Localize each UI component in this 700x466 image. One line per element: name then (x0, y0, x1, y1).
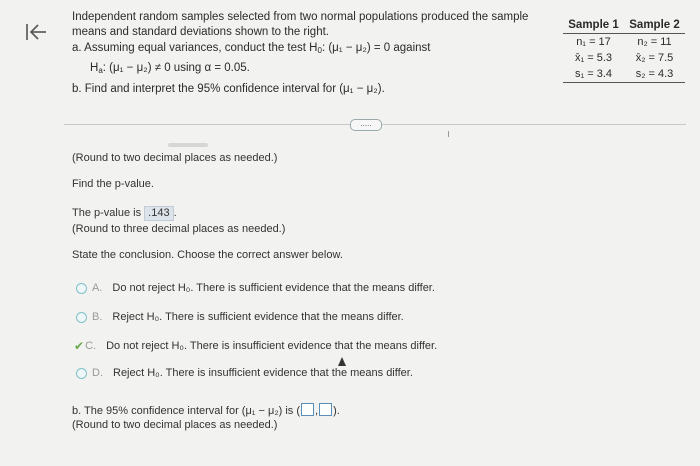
p-value-prefix: The p-value is (72, 207, 142, 219)
part-a-prefix: a. Assuming equal variances, conduct the test H (72, 42, 318, 54)
radio-icon[interactable] (76, 283, 87, 294)
ci-round-note: (Round to two decimal places as needed.) (72, 419, 278, 431)
option-letter: D. (92, 367, 103, 379)
option-letter: A. (92, 282, 103, 294)
option-text: Reject H₀. There is sufficient evidence that the means differ. (112, 311, 404, 323)
cell-xbar1: x̄₁ = 5.3 (574, 52, 613, 64)
problem-line-1: Independent random samples selected from two normal populations produced the sample (72, 11, 529, 23)
scroll-hint-bar (168, 143, 208, 147)
decorative-tick (448, 131, 449, 137)
table-row (563, 50, 685, 66)
conclusion-prompt: State the conclusion. Choose the correct answer below. (72, 249, 343, 261)
ci-line (72, 403, 340, 417)
option-a[interactable] (76, 282, 435, 294)
mouse-cursor-icon (338, 357, 346, 366)
round-two-note: (Round to two decimal places as needed.) (72, 152, 278, 164)
option-c[interactable] (76, 339, 437, 353)
back-to-start-icon[interactable] (24, 22, 48, 42)
option-b[interactable] (76, 311, 404, 323)
p-value-line (72, 206, 177, 221)
checkmark-icon: ✔ (74, 339, 85, 353)
option-text: Do not reject H₀. There is insufficient evidence that the means differ. (106, 340, 438, 352)
find-p-value-label: Find the p-value. (72, 178, 154, 190)
ci-prefix: b. The 95% confidence interval for (μ₁ − μ₂) is ( (72, 405, 301, 417)
cell-s2: s₂ = 4.3 (624, 66, 685, 83)
part-a-null-suffix: : (μ₁ − μ₂) = 0 against (321, 42, 431, 54)
ci-comma: , (315, 405, 319, 417)
p-value-answer-box[interactable]: .143 (144, 206, 173, 221)
option-letter: B. (92, 311, 103, 323)
p-value-suffix: . (173, 207, 177, 219)
cell-n1: n₁ = 17 (576, 36, 611, 48)
option-text: Do not reject H₀. There is sufficient evidence that the means differ. (112, 282, 435, 294)
alt-h: H (90, 62, 99, 74)
cell-n2: n₂ = 11 (637, 36, 672, 48)
problem-statement (72, 10, 542, 97)
option-letter: C. (85, 340, 97, 352)
part-a-alternative: $H_a$: (μ₁ − μ₂) ≠ 0 using α = 0.05. (90, 62, 250, 75)
part-a: a. Assuming equal variances, conduct the test $H_0$: (μ₁ − μ₂) = 0 against (72, 42, 431, 55)
expand-more-button[interactable]: ..... (350, 119, 382, 131)
radio-icon[interactable] (76, 312, 87, 323)
cell-s1: s₁ = 3.4 (563, 66, 624, 83)
ci-lower-input[interactable] (301, 403, 314, 416)
sample-data-table (563, 19, 685, 83)
table-row (563, 34, 685, 51)
cell-xbar2: x̄₂ = 7.5 (635, 52, 674, 64)
option-d[interactable] (76, 367, 413, 379)
problem-line-2: means and standard deviations shown to the right. (72, 26, 329, 38)
part-b: b. Find and interpret the 95% confidence interval for (μ₁ − μ₂). (72, 83, 385, 95)
option-text: Reject H₀. There is insufficient evidence that the means differ. (113, 367, 413, 379)
header-sample-2: Sample 2 (624, 19, 685, 34)
ci-upper-input[interactable] (319, 403, 332, 416)
round-three-note: (Round to three decimal places as needed.) (72, 223, 286, 235)
radio-icon[interactable] (76, 368, 87, 379)
ci-suffix: ). (333, 405, 340, 417)
table-row (563, 66, 685, 83)
alt-suffix: : (μ₁ − μ₂) ≠ 0 using α = 0.05. (102, 62, 250, 74)
header-sample-1: Sample 1 (563, 19, 624, 34)
